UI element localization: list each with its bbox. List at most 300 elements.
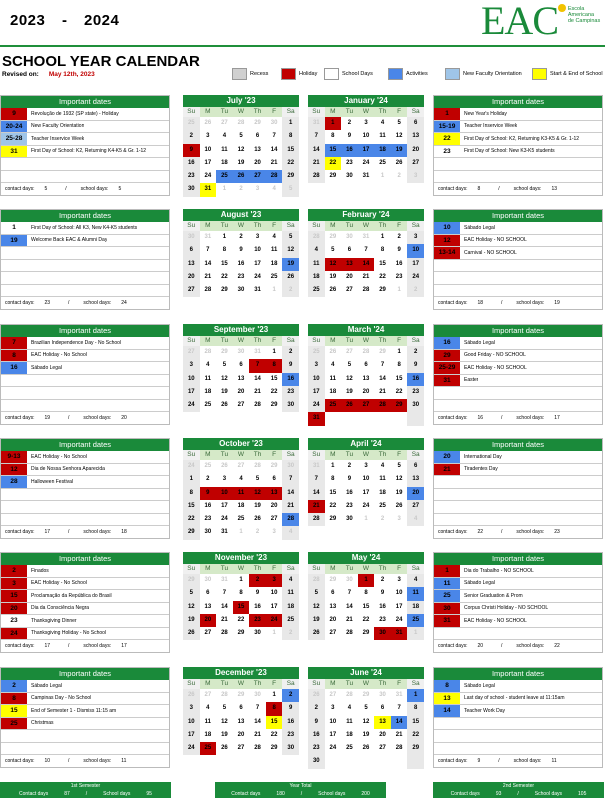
day-cell[interactable]: 18 (237, 502, 245, 509)
day-cell[interactable]: 28 (254, 402, 261, 409)
day-cell[interactable]: 16 (308, 729, 325, 742)
day-cell[interactable]: 12 (395, 133, 403, 140)
day-cell[interactable]: 18 (407, 601, 424, 614)
day-cell[interactable]: 30 (379, 692, 386, 698)
day-cell[interactable] (341, 412, 358, 425)
day-cell[interactable]: 30 (282, 742, 299, 755)
day-cell[interactable]: 27 (221, 120, 228, 126)
day-cell[interactable]: 11 (282, 587, 299, 600)
day-cell[interactable]: 31 (362, 173, 370, 180)
day-cell[interactable]: 17 (183, 729, 200, 742)
day-cell[interactable]: 1 (358, 574, 375, 587)
day-cell[interactable]: 30 (308, 755, 325, 768)
day-cell[interactable]: 17 (362, 489, 370, 496)
day-cell[interactable]: 30 (204, 577, 212, 583)
day-cell[interactable]: 29 (237, 630, 245, 637)
day-cell[interactable]: 10 (362, 133, 370, 140)
day-cell[interactable]: 25 (270, 273, 278, 280)
day-cell[interactable]: 16 (407, 373, 424, 386)
day-cell[interactable]: 27 (183, 284, 200, 297)
day-cell[interactable]: 30 (183, 231, 200, 244)
day-cell[interactable]: 31 (221, 577, 228, 583)
day-cell[interactable]: 4 (282, 574, 299, 587)
day-cell[interactable]: 29 (329, 234, 337, 240)
day-cell[interactable]: 12 (346, 375, 353, 382)
day-cell[interactable]: 29 (362, 692, 370, 698)
day-cell[interactable]: 5 (331, 247, 335, 254)
day-cell[interactable]: 9 (200, 487, 217, 500)
day-cell[interactable]: 2 (308, 702, 325, 715)
day-cell[interactable]: 26 (221, 745, 228, 752)
day-cell[interactable]: 1 (407, 627, 424, 640)
day-cell[interactable]: 8 (222, 247, 227, 254)
day-cell[interactable]: 12 (325, 258, 342, 271)
day-cell[interactable]: 11 (270, 247, 278, 254)
day-cell[interactable]: 25 (308, 284, 325, 297)
day-cell[interactable]: 10 (216, 487, 233, 500)
day-cell[interactable]: 5 (347, 362, 352, 369)
day-cell[interactable]: 2 (282, 284, 299, 297)
day-cell[interactable]: 23 (379, 616, 386, 623)
day-cell[interactable]: 24 (407, 271, 424, 284)
day-cell[interactable]: 12 (282, 244, 299, 257)
day-cell[interactable]: 4 (222, 133, 227, 140)
day-cell[interactable] (325, 755, 342, 768)
day-cell[interactable] (391, 412, 408, 425)
day-cell[interactable]: 20 (379, 731, 386, 738)
day-cell[interactable]: 5 (282, 231, 299, 244)
day-cell[interactable]: 15 (221, 260, 228, 267)
day-cell[interactable]: 27 (237, 402, 245, 409)
day-cell[interactable]: 7 (308, 473, 325, 486)
day-cell[interactable]: 18 (204, 388, 212, 395)
day-cell[interactable]: 18 (379, 489, 386, 496)
day-cell[interactable]: 26 (308, 689, 325, 702)
day-cell[interactable]: 27 (237, 745, 245, 752)
day-cell[interactable]: 14 (391, 716, 408, 729)
day-cell[interactable]: 15 (282, 144, 299, 157)
day-cell[interactable]: 11 (329, 375, 337, 382)
day-cell[interactable]: 24 (362, 502, 370, 509)
day-cell[interactable]: 18 (308, 271, 325, 284)
day-cell[interactable]: 1 (282, 117, 299, 130)
day-cell[interactable]: 30 (282, 399, 299, 412)
day-cell[interactable]: 22 (379, 273, 386, 280)
day-cell[interactable]: 27 (358, 399, 375, 412)
day-cell[interactable]: 28 (346, 630, 353, 637)
day-cell[interactable]: 15 (379, 260, 386, 267)
day-cell[interactable]: 24 (254, 273, 261, 280)
day-cell[interactable]: 29 (329, 577, 337, 583)
day-cell[interactable]: 16 (379, 603, 386, 610)
day-cell[interactable]: 13 (237, 718, 245, 725)
day-cell[interactable]: 6 (239, 362, 243, 369)
day-cell[interactable]: 6 (407, 460, 424, 473)
day-cell[interactable]: 10 (204, 146, 212, 153)
day-cell[interactable]: 7 (249, 359, 266, 372)
day-cell[interactable]: 7 (206, 247, 210, 254)
day-cell[interactable]: 29 (407, 742, 424, 755)
day-cell[interactable]: 10 (254, 247, 261, 254)
day-cell[interactable]: 22 (407, 729, 424, 742)
day-cell[interactable]: 4 (407, 574, 424, 587)
day-cell[interactable]: 8 (239, 590, 243, 597)
day-cell[interactable]: 8 (183, 487, 200, 500)
day-cell[interactable]: 19 (391, 144, 408, 157)
day-cell[interactable]: 9 (380, 590, 385, 597)
day-cell[interactable]: 9 (407, 359, 424, 372)
day-cell[interactable]: 29 (329, 516, 337, 523)
day-cell[interactable]: 10 (183, 373, 200, 386)
day-cell[interactable]: 23 (308, 742, 325, 755)
day-cell[interactable]: 26 (341, 399, 358, 412)
day-cell[interactable]: 25 (204, 402, 212, 409)
day-cell[interactable]: 1 (397, 287, 401, 294)
day-cell[interactable]: 29 (362, 630, 370, 637)
day-cell[interactable]: 27 (329, 630, 337, 637)
day-cell[interactable]: 27 (346, 287, 353, 294)
day-cell[interactable]: 22 (183, 513, 200, 526)
day-cell[interactable]: 2 (380, 516, 385, 523)
day-cell[interactable]: 18 (221, 159, 228, 166)
day-cell[interactable]: 11 (221, 146, 228, 153)
day-cell[interactable]: 28 (308, 170, 325, 183)
day-cell[interactable]: 27 (183, 346, 200, 359)
day-cell[interactable]: 14 (254, 718, 261, 725)
day-cell[interactable]: 19 (346, 388, 353, 395)
day-cell[interactable]: 2 (239, 186, 243, 193)
day-cell[interactable] (374, 412, 391, 425)
day-cell[interactable]: 5 (364, 705, 368, 712)
day-cell[interactable]: 19 (237, 159, 245, 166)
day-cell[interactable]: 16 (282, 373, 299, 386)
day-cell[interactable]: 19 (362, 731, 370, 738)
day-cell[interactable] (374, 755, 391, 768)
day-cell[interactable]: 19 (308, 614, 325, 627)
day-cell[interactable]: 25 (346, 745, 353, 752)
day-cell[interactable]: 15 (233, 601, 250, 614)
day-cell[interactable]: 24 (204, 173, 212, 180)
day-cell[interactable]: 16 (237, 260, 245, 267)
day-cell[interactable]: 1 (272, 349, 276, 355)
day-cell[interactable]: 31 (254, 287, 261, 294)
day-cell[interactable]: 17 (270, 603, 278, 610)
day-cell[interactable]: 9 (397, 247, 401, 254)
day-cell[interactable]: 5 (397, 463, 401, 469)
day-cell[interactable]: 11 (204, 375, 212, 382)
day-cell[interactable]: 28 (282, 513, 299, 526)
day-cell[interactable]: 20 (183, 271, 200, 284)
day-cell[interactable]: 2 (282, 627, 299, 640)
day-cell[interactable]: 2 (347, 120, 352, 126)
day-cell[interactable]: 10 (270, 590, 278, 597)
day-cell[interactable]: 4 (206, 705, 210, 712)
day-cell[interactable]: 14 (308, 487, 325, 500)
day-cell[interactable]: 3 (255, 234, 260, 240)
day-cell[interactable]: 12 (183, 601, 200, 614)
day-cell[interactable]: 29 (183, 574, 200, 587)
day-cell[interactable]: 27 (329, 692, 337, 698)
day-cell[interactable]: 23 (249, 614, 266, 627)
day-cell[interactable]: 8 (397, 362, 401, 369)
day-cell[interactable]: 30 (346, 234, 353, 240)
day-cell[interactable]: 1 (325, 117, 342, 130)
day-cell[interactable]: 3 (397, 577, 401, 583)
day-cell[interactable] (341, 755, 358, 768)
day-cell[interactable]: 21 (308, 157, 325, 170)
day-cell[interactable]: 25 (325, 399, 342, 412)
day-cell[interactable]: 29 (237, 692, 245, 698)
day-cell[interactable]: 9 (282, 702, 299, 715)
day-cell[interactable]: 30 (407, 399, 424, 412)
day-cell[interactable]: 14 (308, 144, 325, 157)
day-cell[interactable]: 25 (379, 502, 386, 509)
day-cell[interactable]: 28 (308, 513, 325, 526)
day-cell[interactable]: 5 (397, 120, 401, 126)
day-cell[interactable]: 8 (331, 476, 335, 483)
day-cell[interactable]: 25 (200, 742, 217, 755)
day-cell[interactable]: 28 (362, 287, 370, 294)
day-cell[interactable]: 6 (206, 590, 210, 597)
day-cell[interactable]: 29 (282, 170, 299, 183)
day-cell[interactable]: 30 (254, 630, 261, 637)
day-cell[interactable]: 28 (204, 349, 212, 355)
day-cell[interactable]: 12 (308, 601, 325, 614)
day-cell[interactable]: 26 (329, 349, 337, 355)
day-cell[interactable]: 3 (183, 702, 200, 715)
day-cell[interactable]: 26 (395, 502, 403, 509)
day-cell[interactable]: 30 (270, 120, 278, 126)
day-cell[interactable]: 26 (183, 627, 200, 640)
day-cell[interactable]: 17 (358, 144, 375, 157)
day-cell[interactable]: 13 (237, 375, 245, 382)
day-cell[interactable]: 10 (308, 373, 325, 386)
day-cell[interactable] (407, 755, 424, 768)
day-cell[interactable]: 29 (270, 402, 278, 409)
day-cell[interactable]: 2 (407, 284, 424, 297)
day-cell[interactable]: 30 (374, 627, 391, 640)
day-cell[interactable]: 28 (221, 630, 228, 637)
day-cell[interactable]: 11 (346, 718, 353, 725)
day-cell[interactable]: 18 (270, 260, 278, 267)
day-cell[interactable]: 3 (222, 476, 227, 483)
day-cell[interactable]: 1 (380, 173, 385, 180)
day-cell[interactable]: 3 (266, 574, 283, 587)
day-cell[interactable]: 25 (237, 516, 245, 523)
day-cell[interactable]: 14 (254, 375, 261, 382)
day-cell[interactable]: 12 (237, 146, 245, 153)
day-cell[interactable]: 31 (308, 117, 325, 130)
day-cell[interactable]: 15 (325, 144, 342, 157)
day-cell[interactable]: 13 (362, 375, 370, 382)
day-cell[interactable]: 27 (249, 170, 266, 183)
day-cell[interactable]: 29 (270, 745, 278, 752)
day-cell[interactable]: 4 (282, 526, 299, 539)
day-cell[interactable]: 16 (204, 502, 212, 509)
day-cell[interactable]: 28 (374, 399, 391, 412)
day-cell[interactable]: 17 (183, 386, 200, 399)
day-cell[interactable]: 2 (407, 346, 424, 359)
day-cell[interactable]: 8 (331, 133, 335, 140)
day-cell[interactable]: 19 (395, 489, 403, 496)
day-cell[interactable]: 2 (380, 577, 385, 583)
day-cell[interactable]: 29 (329, 173, 337, 180)
day-cell[interactable]: 2 (249, 574, 266, 587)
day-cell[interactable]: 8 (407, 702, 424, 715)
day-cell[interactable]: 6 (364, 362, 368, 369)
day-cell[interactable]: 31 (204, 234, 212, 240)
day-cell[interactable]: 21 (346, 616, 353, 623)
day-cell[interactable]: 15 (270, 375, 278, 382)
day-cell[interactable]: 14 (282, 487, 299, 500)
day-cell[interactable]: 28 (254, 745, 261, 752)
day-cell[interactable]: 3 (183, 359, 200, 372)
day-cell[interactable]: 3 (364, 463, 368, 469)
day-cell[interactable]: 28 (266, 170, 283, 183)
day-cell[interactable]: 2 (282, 689, 299, 702)
day-cell[interactable]: 17 (329, 731, 337, 738)
day-cell[interactable]: 6 (380, 705, 385, 712)
day-cell[interactable]: 2 (206, 476, 210, 483)
day-cell[interactable]: 23 (282, 729, 299, 742)
day-cell[interactable]: 6 (239, 705, 243, 712)
day-cell[interactable]: 31 (200, 183, 217, 196)
day-cell[interactable]: 25 (183, 117, 200, 130)
day-cell[interactable]: 9 (308, 716, 325, 729)
day-cell[interactable]: 13 (204, 603, 212, 610)
day-cell[interactable]: 6 (183, 244, 200, 257)
day-cell[interactable]: 19 (221, 731, 228, 738)
day-cell[interactable]: 13 (341, 258, 358, 271)
day-cell[interactable]: 28 (346, 692, 353, 698)
day-cell[interactable]: 4 (380, 120, 385, 126)
day-cell[interactable]: 12 (221, 718, 228, 725)
day-cell[interactable]: 12 (221, 375, 228, 382)
day-cell[interactable]: 24 (183, 742, 200, 755)
day-cell[interactable] (358, 412, 375, 425)
day-cell[interactable]: 1 (222, 186, 227, 193)
day-cell[interactable]: 17 (204, 159, 212, 166)
day-cell[interactable]: 15 (183, 500, 200, 513)
day-cell[interactable]: 10 (329, 718, 337, 725)
day-cell[interactable]: 16 (282, 716, 299, 729)
day-cell[interactable]: 28 (308, 574, 325, 587)
day-cell[interactable]: 19 (221, 388, 228, 395)
day-cell[interactable]: 4 (206, 362, 210, 369)
day-cell[interactable]: 7 (282, 473, 299, 486)
day-cell[interactable]: 2 (282, 346, 299, 359)
day-cell[interactable]: 15 (395, 375, 403, 382)
day-cell[interactable]: 21 (362, 273, 370, 280)
day-cell[interactable]: 3 (272, 529, 276, 536)
day-cell[interactable]: 20 (237, 388, 245, 395)
day-cell[interactable]: 25 (379, 159, 386, 166)
day-cell[interactable]: 5 (255, 476, 260, 483)
day-cell[interactable]: 10 (183, 716, 200, 729)
day-cell[interactable]: 27 (407, 500, 424, 513)
day-cell[interactable]: 18 (329, 388, 337, 395)
day-cell[interactable]: 5 (239, 133, 243, 140)
day-cell[interactable]: 4 (239, 476, 243, 483)
day-cell[interactable]: 1 (407, 689, 424, 702)
day-cell[interactable]: 23 (407, 386, 424, 399)
day-cell[interactable]: 21 (221, 616, 228, 623)
day-cell[interactable]: 2 (239, 234, 243, 240)
day-cell[interactable]: 10 (407, 244, 424, 257)
day-cell[interactable]: 3 (308, 359, 325, 372)
day-cell[interactable]: 29 (379, 349, 386, 355)
day-cell[interactable]: 23 (204, 516, 212, 523)
day-cell[interactable]: 29 (379, 287, 386, 294)
day-cell[interactable]: 4 (331, 362, 335, 369)
day-cell[interactable]: 7 (222, 590, 227, 597)
day-cell[interactable]: 14 (379, 375, 386, 382)
day-cell[interactable]: 14 (204, 260, 212, 267)
day-cell[interactable]: 27 (204, 630, 212, 637)
day-cell[interactable]: 22 (329, 502, 337, 509)
day-cell[interactable]: 24 (395, 616, 403, 623)
day-cell[interactable]: 17 (395, 603, 403, 610)
day-cell[interactable]: 26 (362, 745, 370, 752)
day-cell[interactable]: 26 (183, 689, 200, 702)
day-cell[interactable]: 30 (282, 460, 299, 473)
day-cell[interactable]: 15 (266, 716, 283, 729)
day-cell[interactable]: 20 (407, 144, 424, 157)
day-cell[interactable]: 14 (358, 258, 375, 271)
day-cell[interactable]: 25 (308, 346, 325, 359)
day-cell[interactable]: 1 (239, 577, 243, 583)
day-cell[interactable]: 1 (272, 287, 276, 294)
day-cell[interactable]: 7 (397, 705, 401, 712)
day-cell[interactable]: 28 (308, 231, 325, 244)
day-cell[interactable]: 13 (407, 473, 424, 486)
day-cell[interactable]: 22 (270, 731, 278, 738)
day-cell[interactable]: 23 (346, 502, 353, 509)
day-cell[interactable]: 18 (346, 731, 353, 738)
day-cell[interactable]: 26 (395, 159, 403, 166)
day-cell[interactable]: 27 (237, 463, 245, 469)
day-cell[interactable]: 24 (362, 159, 370, 166)
day-cell[interactable]: 22 (362, 616, 370, 623)
day-cell[interactable]: 4 (347, 705, 352, 712)
day-cell[interactable]: 2 (397, 173, 401, 180)
day-cell[interactable]: 23 (183, 170, 200, 183)
day-cell[interactable]: 13 (183, 258, 200, 271)
day-cell[interactable]: 30 (237, 349, 245, 355)
day-cell[interactable]: 17 (308, 386, 325, 399)
day-cell[interactable]: 17 (254, 260, 261, 267)
day-cell[interactable]: 24 (221, 516, 228, 523)
day-cell[interactable]: 21 (395, 731, 403, 738)
day-cell[interactable]: 1 (397, 349, 401, 355)
day-cell[interactable]: 21 (282, 500, 299, 513)
day-cell[interactable]: 18 (374, 144, 391, 157)
day-cell[interactable]: 31 (391, 627, 408, 640)
day-cell[interactable]: 23 (346, 159, 353, 166)
day-cell[interactable]: 21 (270, 159, 278, 166)
day-cell[interactable]: 26 (233, 170, 250, 183)
day-cell[interactable]: 7 (380, 362, 385, 369)
day-cell[interactable]: 1 (331, 463, 335, 469)
day-cell[interactable]: 26 (204, 120, 212, 126)
day-cell[interactable]: 10 (362, 476, 370, 483)
day-cell[interactable]: 3 (397, 516, 401, 523)
day-cell[interactable]: 7 (347, 590, 352, 597)
day-cell[interactable]: 29 (270, 463, 278, 469)
day-cell[interactable]: 20 (329, 616, 337, 623)
day-cell[interactable]: 28 (204, 287, 212, 294)
day-cell[interactable]: 12 (362, 718, 370, 725)
